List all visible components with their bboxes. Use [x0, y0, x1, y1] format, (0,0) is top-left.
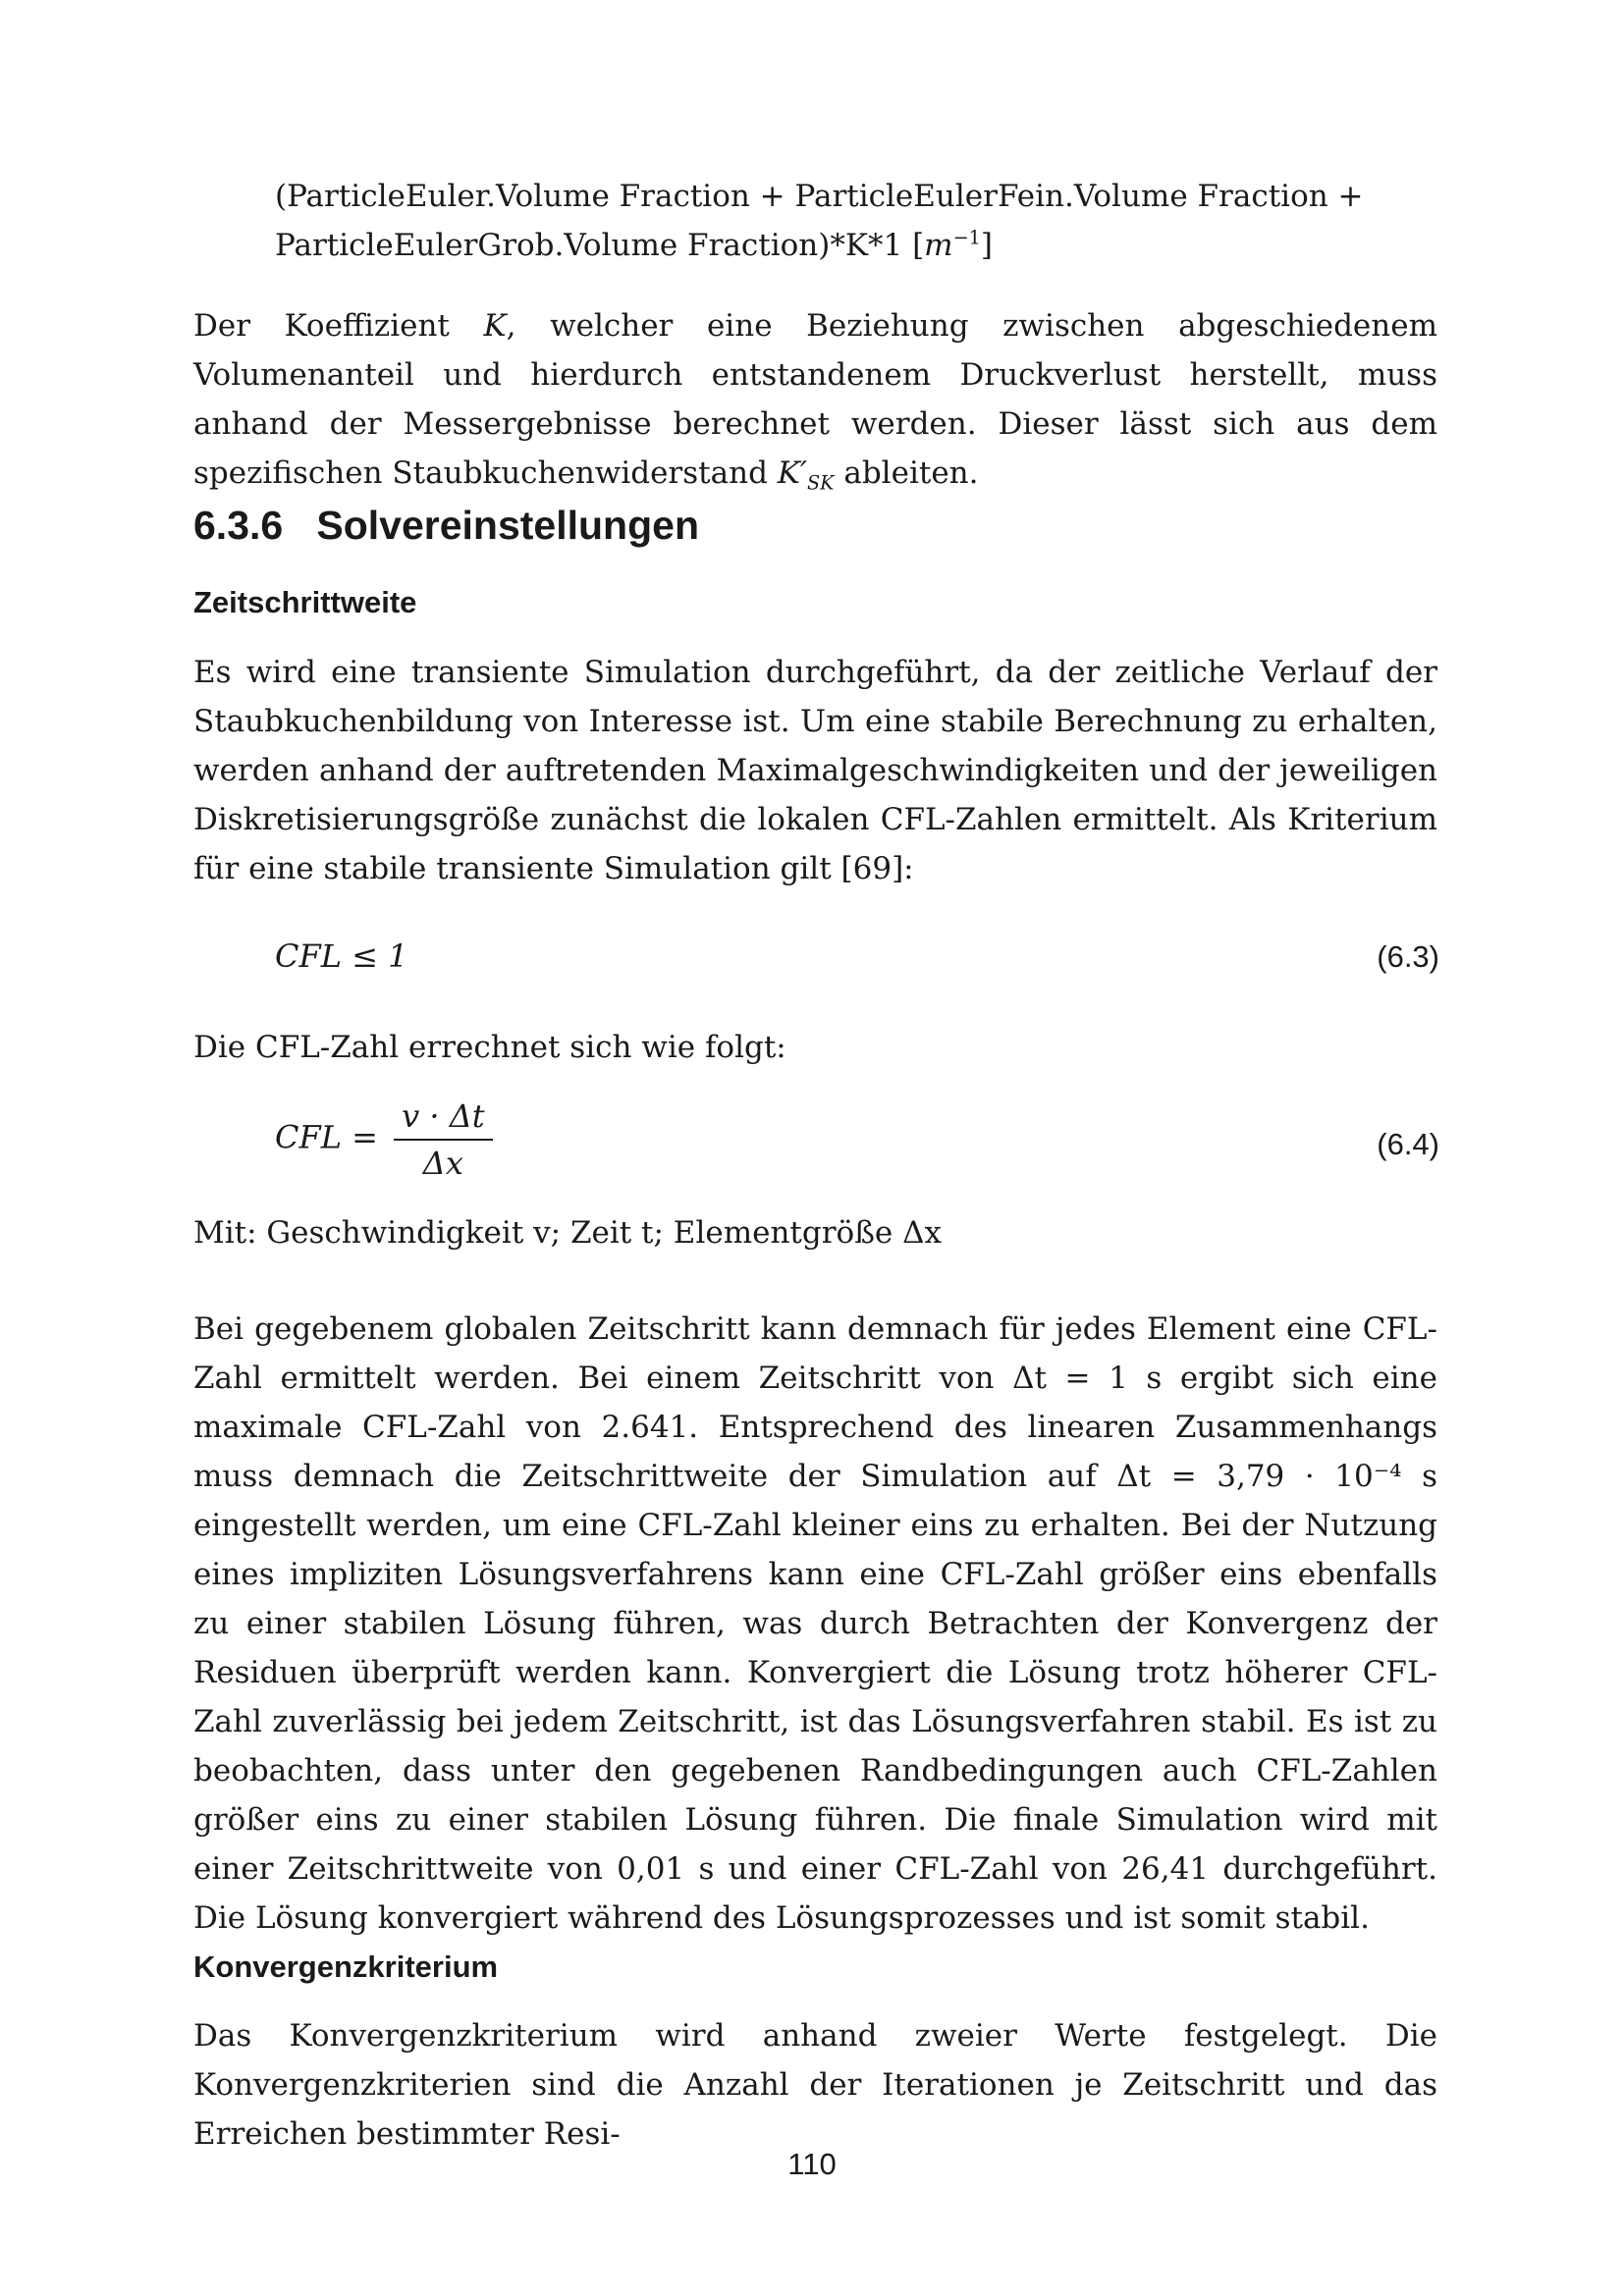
subsection-heading-zeitschrittweite: Zeitschrittweite: [193, 585, 417, 619]
unit-m: m: [924, 228, 953, 263]
paragraph-cfl-intro: Die CFL-Zahl errechnet sich wie folgt:: [193, 1030, 786, 1065]
section-number: 6.3.6: [193, 503, 284, 548]
intro-paragraph: Der Koeffizient K, welcher eine Beziehung zwischen abgeschiedenem Volumenanteil und hierdurch entstandenem Druckverlust herstellt, muss anhand der Messergebnisse berechnet werden. Dieser lässt sich aus dem spezifischen Staubkuchenwiderstand $K'_{SK}$ ableiten.: [193, 308, 1437, 495]
volume-fraction-formula: [275, 172, 1375, 270]
cfl-fraction: [394, 1097, 493, 1182]
var-k: K: [483, 308, 507, 344]
var-ksk-subscript: SK: [806, 471, 835, 495]
paragraph-transient: Es wird eine transiente Simulation durchgeführt, da der zeitliche Verlauf der Staubkuchenbildung von Interesse ist. Um eine stabile Berechnung zu erhalten, werden anhand der auftretenden Maximalgeschwindigkeiten und der jeweiligen Diskretisierungsgröße zunächst die lokalen CFL-Zahlen ermittelt. Als Kriterium für eine stabile transiente Simulation gilt [69]:: [193, 655, 1437, 886]
equation-number-6-3: (6.3): [1377, 939, 1439, 974]
var-ksk: K′: [777, 455, 807, 491]
formula-line-2: ParticleEulerGrob.Volume Fraction)*K*1 $[m^{-1}]$: [275, 226, 993, 263]
unit-exponent: −1: [952, 226, 981, 249]
equation-number-6-4: (6.4): [1377, 1127, 1439, 1161]
section-heading: [193, 503, 699, 549]
formula-line-1: (ParticleEuler.Volume Fraction + ParticleEulerFein.Volume Fraction +: [275, 179, 1364, 214]
equation-6-3: CFL ≤ 1: [275, 937, 408, 975]
equation-6-4: [275, 1097, 493, 1182]
equation-lhs: CFL =: [275, 1118, 378, 1156]
variable-definitions: Mit: Geschwindigkeit v; Zeit t; Elementgröße Δx: [193, 1215, 942, 1251]
subsection-heading-konvergenzkriterium: Konvergenzkriterium: [193, 1949, 499, 1984]
page-number: 110: [787, 2147, 837, 2181]
fraction-denominator: Δx: [422, 1145, 463, 1182]
paragraph-convergence: Das Konvergenzkriterium wird anhand zweier Werte festgelegt. Die Konvergenzkriterien sind die Anzahl der Iterationen je Zeitschritt und das Erreichen bestimmter Resi-: [193, 2018, 1437, 2152]
paragraph-timestep: Bei gegebenem globalen Zeitschritt kann demnach für jedes Element eine CFL-Zahl ermittelt werden. Bei einem Zeitschritt von Δt = 1 s ergibt sich eine maximale CFL-Zahl von 2.641. Entsprechend des linearen Zusammenhangs muss demnach die Zeitschrittweite der Simulation auf Δt = 3,79 · 10⁻⁴ s eingestellt werden, um eine CFL-Zahl kleiner eins zu erhalten. Bei der Nutzung eines impliziten Lösungsverfahrens kann eine CFL-Zahl größer eins ebenfalls zu einer stabilen Lösung führen, was durch Betrachten der Konvergenz der Residuen überprüft werden kann. Konvergiert die Lösung trotz höherer CFL-Zahl zuverlässig bei jedem Zeitschritt, ist das Lösungsverfahren stabil. Es ist zu beobachten, dass unter den gegebenen Randbedingungen auch CFL-Zahlen größer eins zu einer stabilen Lösung führen. Die finale Simulation wird mit einer Zeitschrittweite von 0,01 s und einer CFL-Zahl von 26,41 durchgeführt. Die Lösung konvergiert während des Lösungsprozesses und ist somit stabil.: [193, 1311, 1437, 1936]
fraction-numerator: v · Δt: [394, 1097, 493, 1141]
section-title: Solvereinstellungen: [316, 503, 699, 548]
